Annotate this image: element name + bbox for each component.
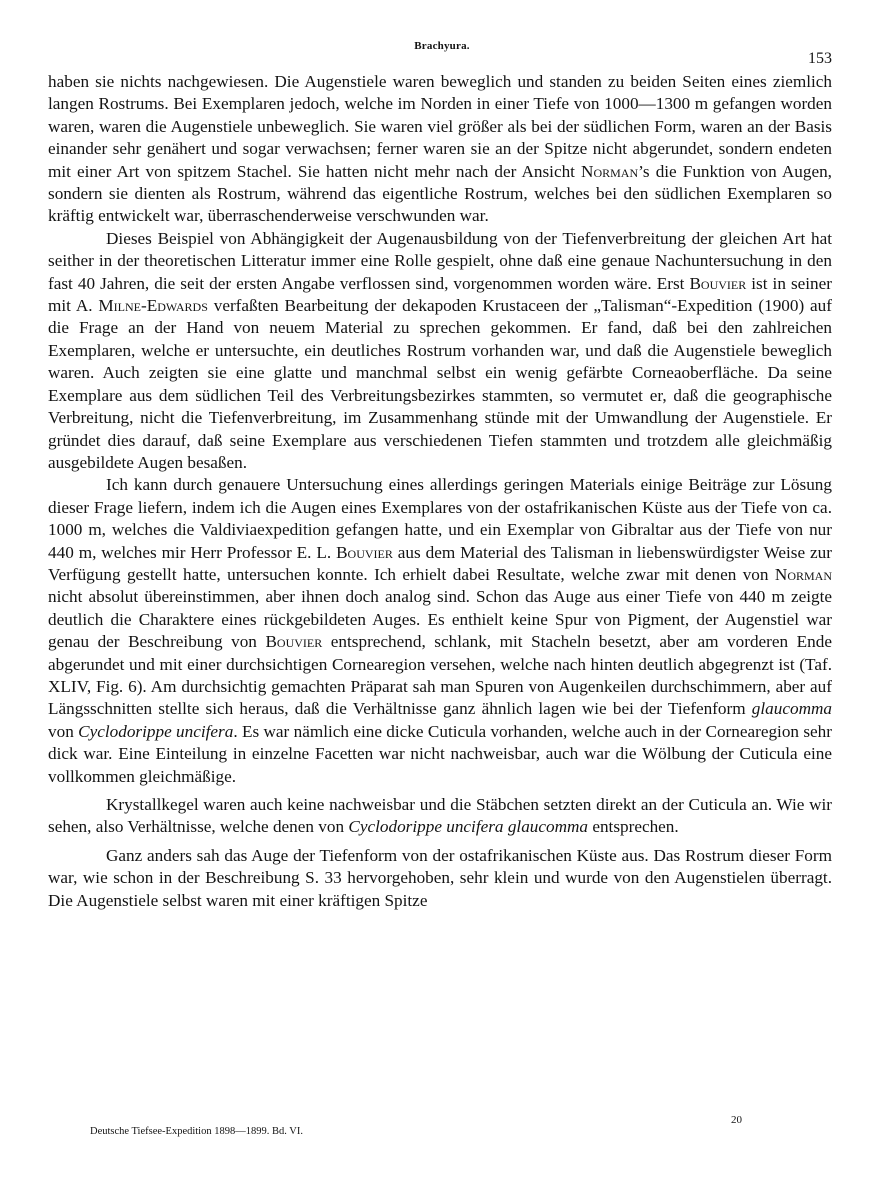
paragraph-5 <box>48 845 832 912</box>
paragraph-3 <box>48 474 832 788</box>
author-name: Norman <box>581 161 639 181</box>
text-run: ist in seiner mit A. <box>48 273 832 316</box>
species-name: Cyclodorippe uncifera glaucomma <box>348 817 589 837</box>
text-run: . Es war nämlich eine dicke Cuticula vorhanden, welche auch in der Cornearegion sehr dick war. Eine Einteilung in einzelne Facetten war nicht nachweisbar, auch war die Wölbung der Cuticula eine vollkommen gleichmäßige. <box>48 721 833 786</box>
paragraph-4 <box>48 794 832 839</box>
text-run: haben sie nichts nachgewiesen. Die Augenstiele waren beweglich und standen zu beiden Seiten eines ziemlich langen Rostrums. Bei Exemplaren jedoch, welche im Norden in einer Tiefe von 1000—1300 m gefangen worden waren, waren die Augenstiele unbeweglich. Sie waren viel größer als bei der südlichen Form, waren an der Basis einander sehr genähert und sogar verwachsen; ferner waren sie an der Spitze nicht abgerundet, sondern endeten mit einer Art von spitzem Stachel. Sie hatten nicht mehr nach der Ansicht <box>48 72 832 181</box>
text-run: entsprechend, schlank, mit Stacheln besetzt, aber am vorderen Ende abgerundet und mit einer durchsichtigen Cornearegion versehen, welche nach hinten deutlich abgegrenzt ist (Taf. XLIV, Fig. 6). Am durchsichtig gemachten Präparat sah man Spuren von Augenkeilen durchschimmern, aber auf Längsschnitten stellte sich heraus, daß die Verhältnisse ganz ähnlich lagen wie bei der Tiefenform <box>48 632 832 719</box>
species-name: glaucomma <box>751 699 832 719</box>
author-name: Bouvier <box>336 542 393 562</box>
text-run: Ganz anders sah das Auge der Tiefenform von der ostafrikanischen Küste aus. Das Rostrum dieser Form war, wie schon in der Beschreibung S. 33 hervorgehoben, sehr klein und wurde von den Augenstielen überragt. Die Augenstiele selbst waren mit einer kräftigen Spitze <box>48 845 832 910</box>
author-name: Bouvier <box>689 273 747 293</box>
paragraph-2 <box>48 228 832 474</box>
paragraph-1 <box>48 71 832 228</box>
text-run: nicht absolut übereinstimmen, aber ihnen doch analog sind. Schon das Auge aus einer Tiefe von 440 m zeigte deutlich die Charaktere eines rückgebildeten Auges. Es enthielt keine Spur von Pigment, der Augenstiel war genau der Beschreibung von <box>48 587 832 652</box>
author-name: Bouvier <box>265 632 323 652</box>
text-run: entsprechen. <box>588 817 679 837</box>
text-run: von <box>48 721 79 741</box>
text-run: ’s die Funktion von Augen, sondern sie dienten als Rostrum, während das eigentliche Rostrum, welches bei den südlichen Exemplaren so kräftig entwickelt war, überraschenderweise verschwunden war. <box>48 161 832 226</box>
species-name: Cyclodorippe uncifera <box>78 721 234 741</box>
text-run: Krystallkegel waren auch keine nachweisbar und die Stäbchen setzten direkt an der Cuticula an. Wie wir sehen, also Verhältnisse, welche denen von <box>48 795 832 837</box>
text-run: Ich kann durch genauere Untersuchung eines allerdings geringen Materials einige Beiträge zur Lösung dieser Frage liefern, indem ich die Augen eines Exemplares von der ostafrikanischen Küste aus der Tiefe von ca. 1000 m, welches die Valdiviaexpedition gefangen hatte, und ein Exemplar von Gibraltar aus der Tiefe von nur 440 m, welches mir Herr Professor E. L. <box>48 475 832 562</box>
page-number: 153 <box>808 50 832 67</box>
text-run: Dieses Beispiel von Abhängigkeit der Augenausbildung von der Tiefenverbreitung der gleichen Art hat seither in der theoretischen Litteratur immer eine Rolle gespielt, ohne daß eine genaue Nachuntersuchung in den fast 40 Jahren, die seit der ersten Angabe verflossen sind, vorgenommen worden wäre. Erst <box>48 228 832 293</box>
author-name: Norman <box>774 564 832 584</box>
author-name: Milne-Edwards <box>98 296 208 316</box>
signature-mark: 20 <box>731 1114 742 1126</box>
footer-publication: Deutsche Tiefsee-Expedition 1898—1899. Bd. VI. <box>90 1126 303 1137</box>
body-text <box>48 71 832 912</box>
text-run: aus dem Material des Talisman in liebenswürdigster Weise zur Verfügung gestellt hatte, untersuchen konnte. Ich erhielt dabei Resultate, welche zwar mit denen von <box>48 542 832 584</box>
running-header: Brachyura. <box>414 40 470 52</box>
text-run: verfaßten Bearbeitung der dekapoden Krustaceen der „Talisman“-Expedition (1900) auf die Frage an der Hand von neuem Material zu sprechen gekommen. Er fand, daß bei den zahlreichen Exemplaren, welche er untersuchte, ein deutliches Rostrum vorhanden war, und daß die Augenstiele beweglich waren. Auch zeigten sie eine glatte und manchmal selbst ein wenig gefärbte Corneaoberfläche. Da seine Exemplare aus dem südlichen Teil des Verbreitungsbezirkes stammten, so vermutet er, daß die geographische Verbreitung, nicht die Tiefenverbreitung, im Zusammenhang stünde mit der Umwandlung der Augenstiele. Er gründet dies darauf, daß seine Exemplare aus verschiedenen Tiefen stammten und trotzdem alle gleichmäßig ausgebildete Augen besaßen. <box>48 296 832 472</box>
